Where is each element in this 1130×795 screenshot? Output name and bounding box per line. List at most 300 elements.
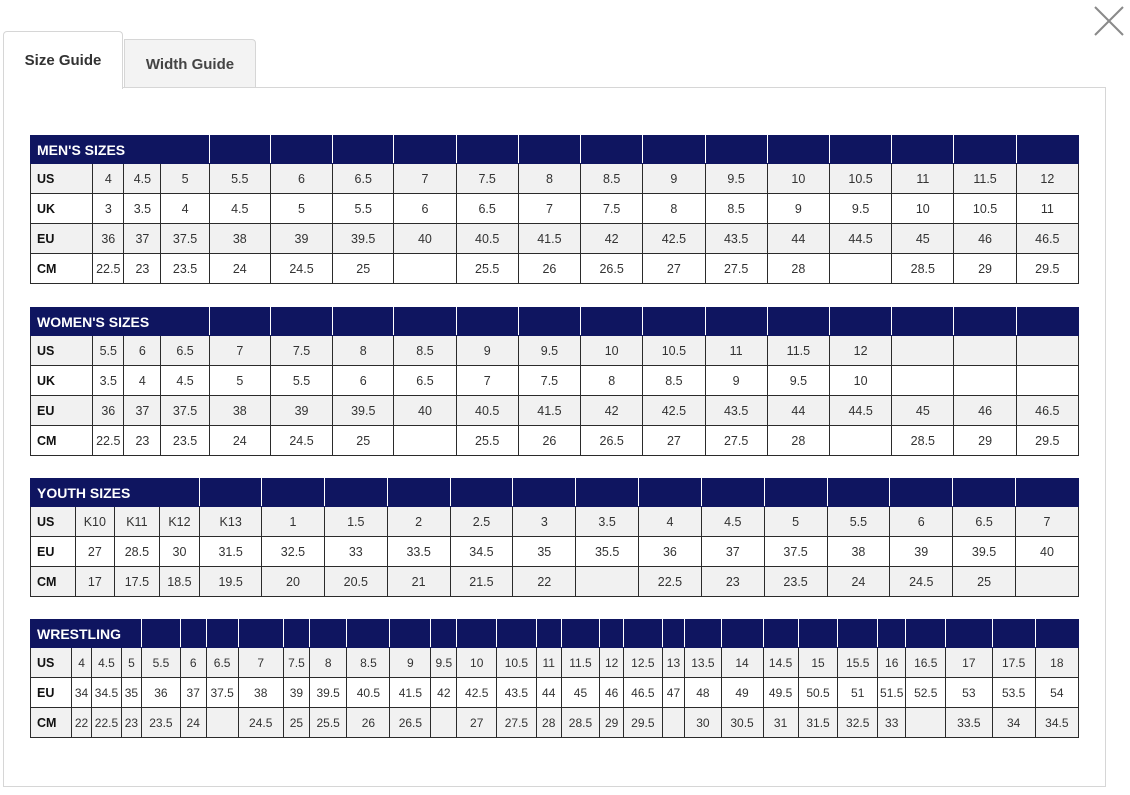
size-cell: 29.5	[1016, 254, 1078, 284]
size-cell: 39.5	[953, 537, 1016, 567]
size-cell: 4	[161, 194, 209, 224]
size-cell: 37.5	[161, 396, 209, 426]
size-cell: 5.5	[142, 648, 181, 678]
table-header-row	[31, 479, 1079, 507]
size-cell: 36	[93, 396, 124, 426]
size-cell: 3.5	[124, 194, 161, 224]
header-cell	[827, 479, 890, 507]
header-cell	[394, 308, 456, 336]
size-cell: 46	[954, 224, 1016, 254]
table-row	[31, 224, 1079, 254]
size-cell: 32.5	[262, 537, 325, 567]
size-cell: 40	[394, 224, 456, 254]
size-cell: 8	[518, 164, 580, 194]
size-cell: 5.5	[333, 194, 394, 224]
size-cell: 26	[518, 254, 580, 284]
size-cell: 6.5	[161, 336, 209, 366]
header-cell	[324, 479, 387, 507]
size-cell: 9.5	[518, 336, 580, 366]
table-header-row	[31, 136, 1079, 164]
size-cell: 34	[71, 678, 91, 708]
size-cell: 8	[643, 194, 705, 224]
row-label: US	[31, 164, 93, 194]
size-cell: 8.5	[347, 648, 390, 678]
table-row	[31, 194, 1079, 224]
size-cell: 11	[1016, 194, 1078, 224]
size-cell: 37	[124, 396, 161, 426]
size-cell: 4.5	[124, 164, 161, 194]
size-cell: 53	[946, 678, 993, 708]
header-cell	[662, 620, 685, 648]
size-cell: 37	[180, 678, 206, 708]
size-cell: 11	[705, 336, 767, 366]
header-cell	[581, 308, 643, 336]
size-cell: 22.5	[93, 426, 124, 456]
size-cell: 39	[270, 224, 332, 254]
size-cell: 37	[701, 537, 764, 567]
row-label: EU	[31, 224, 93, 254]
size-cell: 43.5	[705, 396, 767, 426]
size-cell: 23	[124, 254, 161, 284]
size-cell: 9.5	[431, 648, 457, 678]
size-cell: 15.5	[838, 648, 878, 678]
size-cell: 11.5	[954, 164, 1016, 194]
size-cell: 22	[71, 708, 91, 738]
size-cell: 27	[457, 708, 497, 738]
size-cell: 42	[581, 396, 643, 426]
size-cell: 35	[121, 678, 141, 708]
size-cell: 7.5	[270, 336, 332, 366]
header-cell	[1016, 308, 1078, 336]
size-cell: 4.5	[701, 507, 764, 537]
header-cell	[497, 620, 537, 648]
size-cell	[906, 708, 946, 738]
header-cell	[270, 136, 332, 164]
size-cell: 3.5	[93, 366, 124, 396]
header-cell	[180, 620, 206, 648]
header-cell	[262, 479, 325, 507]
mens-sizes-table	[30, 135, 1079, 284]
size-cell: 4.5	[92, 648, 121, 678]
size-cell: 6	[333, 366, 394, 396]
size-cell: 44.5	[829, 224, 891, 254]
size-cell: 38	[827, 537, 890, 567]
size-cell: K12	[159, 507, 200, 537]
row-label: CM	[31, 254, 93, 284]
size-cell: 6	[270, 164, 332, 194]
header-cell	[206, 620, 238, 648]
size-cell: 47	[662, 678, 685, 708]
header-cell	[1035, 620, 1078, 648]
size-cell: 29.5	[624, 708, 663, 738]
size-cell: 8.5	[581, 164, 643, 194]
size-cell: 53.5	[992, 678, 1035, 708]
size-cell: 16.5	[906, 648, 946, 678]
header-cell	[721, 620, 763, 648]
size-cell: 6.5	[333, 164, 394, 194]
size-cell: 46	[954, 396, 1016, 426]
size-cell: K13	[200, 507, 262, 537]
header-cell	[333, 136, 394, 164]
size-cell: 4.5	[209, 194, 270, 224]
row-label: US	[31, 507, 76, 537]
size-cell	[892, 336, 954, 366]
size-cell	[576, 567, 639, 597]
size-cell: 23.5	[161, 254, 209, 284]
size-cell: 26.5	[390, 708, 431, 738]
size-cell	[830, 426, 892, 456]
size-cell: 52.5	[906, 678, 946, 708]
size-cell: 4.5	[161, 366, 209, 396]
header-cell	[767, 308, 829, 336]
size-cell: 18	[1035, 648, 1078, 678]
size-cell: 6.5	[456, 194, 518, 224]
size-cell	[954, 366, 1016, 396]
size-cell: 46.5	[624, 678, 663, 708]
row-label: CM	[31, 426, 93, 456]
size-cell: 6.5	[953, 507, 1016, 537]
size-cell: 25.5	[309, 708, 346, 738]
tab-size-guide[interactable]: Size Guide	[3, 31, 123, 89]
size-cell	[1016, 567, 1079, 597]
row-label: US	[31, 336, 93, 366]
header-cell	[954, 308, 1016, 336]
size-cell: 37.5	[206, 678, 238, 708]
size-cell: 38	[238, 678, 283, 708]
size-cell: 5.5	[209, 164, 270, 194]
header-cell	[624, 620, 663, 648]
size-cell: 36	[639, 537, 702, 567]
size-cell: 29	[600, 708, 624, 738]
size-cell: 40.5	[347, 678, 390, 708]
size-cell: 22.5	[92, 708, 121, 738]
header-cell	[457, 620, 497, 648]
size-cell: 27.5	[705, 426, 767, 456]
size-cell: 7	[1016, 507, 1079, 537]
size-cell: 7.5	[283, 648, 309, 678]
size-cell: 40	[1016, 537, 1079, 567]
table-title: WOMEN'S SIZES	[31, 308, 210, 336]
size-cell: 49.5	[763, 678, 798, 708]
size-cell: 26	[347, 708, 390, 738]
tab-width-guide[interactable]: Width Guide	[124, 39, 256, 88]
size-cell: 27.5	[497, 708, 537, 738]
size-cell: 36	[142, 678, 181, 708]
table-row	[31, 708, 1079, 738]
size-cell: 23	[121, 708, 141, 738]
size-cell: 8	[333, 336, 394, 366]
size-cell: 9	[390, 648, 431, 678]
header-cell	[701, 479, 764, 507]
size-cell: 42	[431, 678, 457, 708]
size-cell: 42.5	[643, 224, 705, 254]
size-cell: 27	[643, 426, 705, 456]
header-cell	[798, 620, 838, 648]
header-cell	[705, 308, 767, 336]
size-cell: 42	[581, 224, 643, 254]
header-cell	[890, 479, 953, 507]
size-cell: 3	[513, 507, 576, 537]
size-cell: 23	[124, 426, 161, 456]
size-cell: 28	[536, 708, 561, 738]
header-cell	[581, 136, 643, 164]
size-cell: 13.5	[685, 648, 721, 678]
header-cell	[639, 479, 702, 507]
size-cell: 12	[830, 336, 892, 366]
size-cell: 25	[283, 708, 309, 738]
row-label: CM	[31, 567, 76, 597]
size-cell: 31	[763, 708, 798, 738]
size-cell: 5	[161, 164, 209, 194]
size-cell: 6	[394, 194, 456, 224]
womens-sizes-table	[30, 307, 1079, 456]
size-cell: 30	[685, 708, 721, 738]
size-cell: 24	[180, 708, 206, 738]
size-cell: 30.5	[721, 708, 763, 738]
header-cell	[830, 308, 892, 336]
size-cell: 12	[1016, 164, 1078, 194]
size-cell: 39	[890, 537, 953, 567]
size-cell: 45	[892, 224, 954, 254]
size-cell: 9.5	[829, 194, 891, 224]
size-cell	[431, 708, 457, 738]
size-cell: 36	[93, 224, 124, 254]
size-cell: 10.5	[954, 194, 1016, 224]
size-cell: 25.5	[456, 426, 518, 456]
size-cell: 10	[767, 164, 829, 194]
size-cell: 49	[721, 678, 763, 708]
size-cell: 9	[456, 336, 518, 366]
size-cell: 7	[238, 648, 283, 678]
size-cell: 51.5	[878, 678, 906, 708]
header-cell	[838, 620, 878, 648]
size-cell: 5	[121, 648, 141, 678]
size-cell: 32.5	[838, 708, 878, 738]
size-cell: 45	[561, 678, 600, 708]
size-cell: 13	[662, 648, 685, 678]
header-cell	[536, 620, 561, 648]
header-cell	[600, 620, 624, 648]
size-cell: 28	[767, 254, 829, 284]
size-cell: 12.5	[624, 648, 663, 678]
size-cell: 29.5	[1016, 426, 1078, 456]
size-cell: 7.5	[581, 194, 643, 224]
size-cell: 40.5	[456, 224, 518, 254]
size-cell: 28.5	[115, 537, 160, 567]
size-cell: 21	[387, 567, 450, 597]
size-cell: 43.5	[705, 224, 767, 254]
header-cell	[387, 479, 450, 507]
close-icon[interactable]	[1092, 4, 1126, 38]
size-cell	[206, 708, 238, 738]
size-cell: 6	[124, 336, 161, 366]
table-row	[31, 567, 1079, 597]
table-row	[31, 336, 1079, 366]
header-cell	[270, 308, 332, 336]
size-cell	[892, 366, 954, 396]
size-cell: 5	[764, 507, 827, 537]
size-cell: 14	[721, 648, 763, 678]
header-cell	[209, 136, 270, 164]
youth-sizes-table	[30, 478, 1079, 597]
size-cell: 46.5	[1016, 396, 1078, 426]
table-row	[31, 648, 1079, 678]
size-cell: 22	[513, 567, 576, 597]
size-cell: 17.5	[992, 648, 1035, 678]
size-cell	[662, 708, 685, 738]
header-cell	[829, 136, 891, 164]
size-cell: 4	[93, 164, 124, 194]
size-cell: 37	[124, 224, 161, 254]
size-cell: 35	[513, 537, 576, 567]
size-cell: 34.5	[1035, 708, 1078, 738]
size-cell: 28	[767, 426, 829, 456]
row-label: EU	[31, 678, 72, 708]
size-cell: 25	[333, 254, 394, 284]
size-cell: 24.5	[890, 567, 953, 597]
size-cell: 3	[93, 194, 124, 224]
header-cell	[892, 136, 954, 164]
header-cell	[992, 620, 1035, 648]
header-cell	[518, 136, 580, 164]
table-title: YOUTH SIZES	[31, 479, 200, 507]
header-cell	[906, 620, 946, 648]
header-cell	[764, 479, 827, 507]
size-cell: 42.5	[643, 396, 705, 426]
header-cell	[954, 136, 1016, 164]
size-cell: 11	[536, 648, 561, 678]
size-cell: 39	[270, 396, 332, 426]
size-cell	[1016, 336, 1078, 366]
size-cell: 10	[457, 648, 497, 678]
size-cell: 8.5	[394, 336, 456, 366]
size-cell: 27	[643, 254, 705, 284]
header-cell	[767, 136, 829, 164]
header-cell	[561, 620, 600, 648]
size-cell	[394, 254, 456, 284]
size-cell: 21.5	[450, 567, 513, 597]
size-cell: 2.5	[450, 507, 513, 537]
size-cell: 9.5	[705, 164, 767, 194]
size-cell: 2	[387, 507, 450, 537]
wrestling-sizes-table	[30, 619, 1079, 738]
header-cell	[431, 620, 457, 648]
size-cell: 27	[75, 537, 115, 567]
size-cell: 8	[309, 648, 346, 678]
size-cell: 46.5	[1016, 224, 1078, 254]
size-cell: 1	[262, 507, 325, 537]
row-label: UK	[31, 194, 93, 224]
size-cell: 15	[798, 648, 838, 678]
size-cell: 43.5	[497, 678, 537, 708]
size-cell: 26	[518, 426, 580, 456]
size-cell: 7	[518, 194, 580, 224]
size-cell: 44	[767, 224, 829, 254]
size-cell: 27.5	[705, 254, 767, 284]
size-cell: 7.5	[518, 366, 580, 396]
size-cell: 50.5	[798, 678, 838, 708]
header-cell	[685, 620, 721, 648]
size-cell: 29	[954, 254, 1016, 284]
size-cell: 23.5	[764, 567, 827, 597]
size-cell: 17	[946, 648, 993, 678]
header-cell	[200, 479, 262, 507]
size-cell: 22.5	[93, 254, 124, 284]
size-cell: 34.5	[92, 678, 121, 708]
size-cell: 24	[209, 254, 270, 284]
size-cell: 6.5	[206, 648, 238, 678]
header-cell	[209, 308, 270, 336]
table-row	[31, 537, 1079, 567]
size-cell: 7	[394, 164, 456, 194]
size-cell: 33.5	[387, 537, 450, 567]
header-cell	[142, 620, 181, 648]
size-cell: 17	[75, 567, 115, 597]
size-cell: 42.5	[457, 678, 497, 708]
table-row	[31, 366, 1079, 396]
size-cell: 39.5	[333, 396, 394, 426]
table-header-row	[31, 620, 1079, 648]
size-cell: 20	[262, 567, 325, 597]
size-cell: 3.5	[576, 507, 639, 537]
size-cell: 39.5	[333, 224, 394, 254]
table-header-row	[31, 308, 1079, 336]
size-cell: 20.5	[324, 567, 387, 597]
header-cell	[892, 308, 954, 336]
size-cell: 1.5	[324, 507, 387, 537]
size-cell: 23	[701, 567, 764, 597]
header-cell	[283, 620, 309, 648]
header-cell	[953, 479, 1016, 507]
size-cell: 33.5	[946, 708, 993, 738]
header-cell	[309, 620, 346, 648]
size-cell: 30	[159, 537, 200, 567]
size-cell: 23.5	[161, 426, 209, 456]
header-cell	[576, 479, 639, 507]
header-cell	[878, 620, 906, 648]
size-cell: 5.5	[93, 336, 124, 366]
size-cell: 35.5	[576, 537, 639, 567]
table-row	[31, 164, 1079, 194]
size-cell: 4	[639, 507, 702, 537]
size-cell: 28.5	[892, 254, 954, 284]
size-cell: 38	[209, 224, 270, 254]
size-cell: 12	[600, 648, 624, 678]
size-cell: 26.5	[581, 254, 643, 284]
size-cell: 11	[892, 164, 954, 194]
header-cell	[518, 308, 580, 336]
row-label: US	[31, 648, 72, 678]
size-cell: 10	[830, 366, 892, 396]
table-row	[31, 396, 1079, 426]
size-cell: 14.5	[763, 648, 798, 678]
size-cell: 5	[209, 366, 270, 396]
size-cell: 37.5	[764, 537, 827, 567]
size-cell: 9.5	[767, 366, 829, 396]
header-cell	[1016, 136, 1078, 164]
size-cell: 26.5	[581, 426, 643, 456]
size-cell: 5	[270, 194, 332, 224]
size-cell: 10.5	[643, 336, 705, 366]
header-cell	[643, 308, 705, 336]
size-cell: 51	[838, 678, 878, 708]
size-cell: 33	[878, 708, 906, 738]
size-cell: 10.5	[497, 648, 537, 678]
size-cell: 25	[333, 426, 394, 456]
size-cell	[394, 426, 456, 456]
size-cell: 16	[878, 648, 906, 678]
size-cell: 7	[209, 336, 270, 366]
